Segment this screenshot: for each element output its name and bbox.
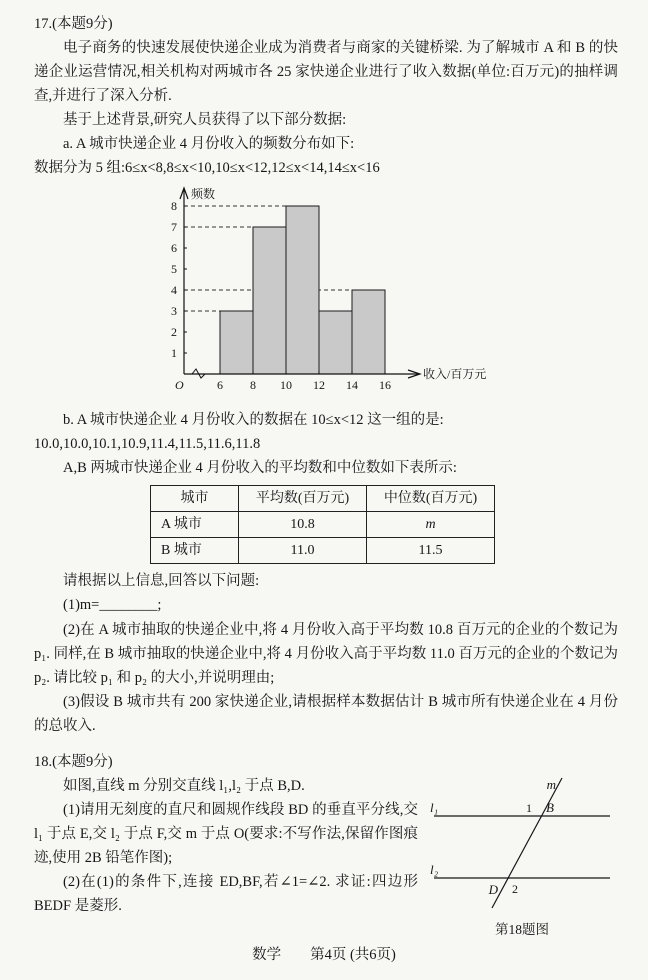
svg-text:7: 7 xyxy=(171,220,177,235)
svg-text:16: 16 xyxy=(379,378,391,393)
q17-title: 17.(本题9分) xyxy=(34,16,113,32)
svg-text:1: 1 xyxy=(171,346,177,361)
svg-text:8: 8 xyxy=(250,378,256,393)
page-footer: 数学 第4页 (共6页) xyxy=(252,947,396,963)
svg-text:O: O xyxy=(175,378,184,393)
cell-mean-a: 10.8 xyxy=(239,511,367,537)
svg-text:4: 4 xyxy=(171,283,177,298)
label-angle-1: 1 xyxy=(526,800,532,815)
q18-body xyxy=(34,774,618,937)
col-header-mean: 平均数(百万元) xyxy=(239,485,367,511)
q18-intro: 如图,直线 m 分别交直线 l₁,l₂ 于点 B,D. xyxy=(63,777,305,794)
label-angle-2: 2 xyxy=(512,881,518,896)
q17-item-a: a. A 城市快递企业 4 月份收入的频数分布如下: xyxy=(63,136,355,153)
q17-questions-intro: 请根据以上信息,回答以下问题: xyxy=(63,573,260,590)
frequency-histogram xyxy=(150,182,618,405)
q18-part2: (2)在(1)的条件下,连接 ED,BF,若∠1=∠2. 求证:四边形 BEDF 是菱形. xyxy=(34,874,418,915)
label-point-b: B xyxy=(546,799,554,815)
table-row xyxy=(151,511,495,537)
svg-text:5: 5 xyxy=(171,262,177,277)
cell-mean-b: 11.0 xyxy=(239,538,367,564)
svg-text:3: 3 xyxy=(171,304,177,319)
geometry-figure-svg xyxy=(426,776,618,910)
question-17 xyxy=(34,12,618,738)
label-point-d: D xyxy=(488,881,498,897)
q17-sub1: (1)m=________; xyxy=(63,597,162,614)
svg-text:8: 8 xyxy=(171,199,177,214)
q18-title: 18.(本题9分) xyxy=(34,753,113,770)
cell-city-b: B 城市 xyxy=(151,538,239,564)
q17-sub3: (3)假设 B 城市共有 200 家快递企业,请根据样本数据估计 B 城市所有快递企业在 4 月份的总收入. xyxy=(34,693,618,734)
figure-caption: 第18题图 xyxy=(495,921,549,937)
q17-intro: 电子商务的快速发展使快递企业成为消费者与商家的关键桥梁. 为了解城市 A 和 B 的快递企业运营情况,相关机构对两城市各 25 家快递企业进行了收入数据(单位:百万元)的抽样调查,并进行了深入分析. xyxy=(34,40,618,105)
stats-table xyxy=(150,485,495,565)
cell-median-b: 11.5 xyxy=(367,538,495,564)
col-header-city: 城市 xyxy=(151,485,239,511)
svg-text:10: 10 xyxy=(280,378,292,393)
q17-sub2: (2)在 A 城市抽取的快递企业中,将 4 月份收入高于平均数 10.8 百万元的企业的个数记为 p₁. 同样,在 B 城市抽取的快递企业中,将 4 月份收入高于平均数 11.0 百万元的企业的个数记为 p₂. 请比较 p₁ 和 p₂ 的大小,并说明理由; xyxy=(34,621,618,686)
line-m xyxy=(492,778,562,908)
svg-text:2: 2 xyxy=(171,325,177,340)
cell-city-a: A 城市 xyxy=(151,511,239,537)
label-l1: l₁ xyxy=(430,799,439,815)
table-row xyxy=(151,538,495,564)
svg-text:收入/百万元: 收入/百万元 xyxy=(423,367,487,382)
svg-text:频数: 频数 xyxy=(191,187,216,202)
q17-item-b-values: 10.0,10.0,10.1,10.9,11.4,11.5,11.6,11.8 xyxy=(34,435,261,452)
histogram-svg xyxy=(150,182,495,397)
table-header-row xyxy=(151,485,495,511)
svg-text:6: 6 xyxy=(217,378,223,393)
q17-item-b: b. A 城市快递企业 4 月份收入的数据在 10≤x<12 这一组的是: xyxy=(63,411,444,428)
label-l2: l₂ xyxy=(430,861,439,877)
q17-table-intro: A,B 两城市快递企业 4 月份收入的平均数和中位数如下表所示: xyxy=(63,459,457,476)
q18-figure xyxy=(426,776,618,941)
q18-part1: (1)请用无刻度的直尺和圆规作线段 BD 的垂直平分线,交 l₁ 于点 E,交 l₂ 于点 F,交 m 于点 O(要求:不写作法,保留作图痕迹,使用 2B 铅笔作图); xyxy=(34,801,418,867)
q17-background: 基于上述背景,研究人员获得了以下部分数据: xyxy=(63,112,347,129)
question-18 xyxy=(34,750,618,937)
label-m: m xyxy=(546,776,556,792)
q17-groups: 数据分为 5 组:6≤x<8,8≤x<10,10≤x<12,12≤x<14,14≤x<16 xyxy=(34,160,380,177)
col-header-median: 中位数(百万元) xyxy=(367,485,495,511)
svg-text:12: 12 xyxy=(313,378,325,393)
svg-text:6: 6 xyxy=(171,241,177,256)
cell-median-a: m xyxy=(367,511,495,537)
svg-text:14: 14 xyxy=(346,378,358,393)
